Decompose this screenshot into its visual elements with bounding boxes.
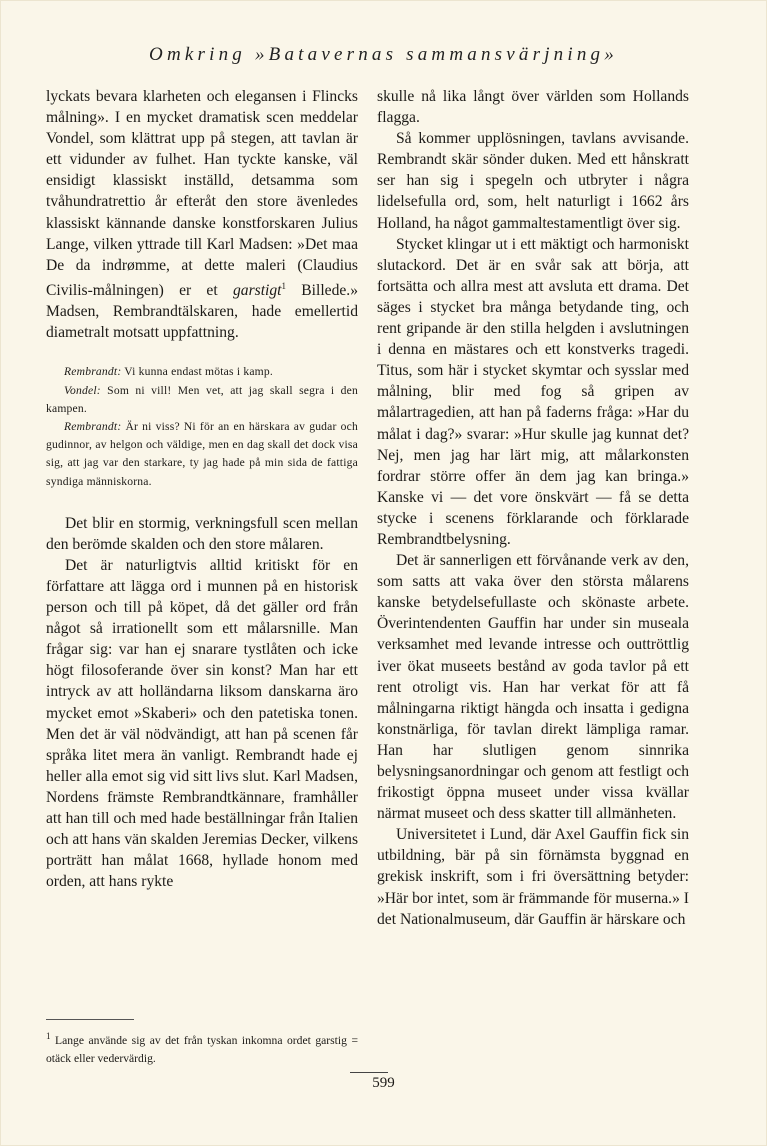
paragraph: Universitetet i Lund, där Axel Gauffin fick sin utbildning, bär på sin förnämsta byggnad en grekisk inskrift, som i fri översättning betyder: »Här bor intet, som är främmande för muserna.» I det Nationalmuseum, där Gauffin är härskare och [377, 826, 689, 928]
footnote-text: Lange använde sig av det från tyskan inkomna ordet garstig = otäck eller vedervärdig. [46, 1033, 358, 1065]
dialogue-text: Som ni vill! Men vet, att jag skall segra i den kampen. [46, 383, 358, 415]
footnote-divider [46, 1019, 134, 1020]
dialogue-line [46, 418, 358, 491]
running-title: Omkring »Batavernas sammansvärjning» [149, 44, 618, 65]
left-column [46, 86, 358, 892]
paragraph: Det är sannerligen ett förvånande verk av den, som satts att vaka över den största målarens kanske betydelsefullaste och skönaste arbete. Överintendenten Gauffin har under sin museala verksamhet med levande intresse och outtröttlig iver ökat museets bestånd av goda tavlor på ett rent otroligt vis. Han har verkat för att få målningarna riktigt hängda och insatta i gedigna konstnärliga, för tavlan direkt lämpliga ramar. Han har slutligen genom sinnrika belysningsanordningar och genom att festligt och frikostigt öppna museet under vissa kvällar närmat museet och dess skatter till allmänheten. [377, 552, 689, 823]
footnote [46, 1027, 358, 1068]
speaker: Rembrandt: [64, 365, 122, 379]
paragraph-text: lyckats bevara klarheten och elegansen i Flincks målning». I en mycket dramatisk scen meddelar Vondel, som klättrat upp på stegen, att tavlan är ett vidunder av fulhet. Han tyckte kanske, väl ensidigt klassiskt inställd, detsamma som tvåhundratrettio år efteråt den store ävenledes klassiskt kännande danske konstforskaren Julius Lange, vilken yttrade till Karl Madsen: »Det maa De da indrømme, at dette maleri (Claudius Civilis-målningen) er et [46, 88, 358, 300]
italic-word: garstigt [232, 282, 282, 300]
paragraph: Så kommer upplösningen, tavlans avvisande. Rembrandt skär sönder duken. Med ett hånskratt ser han sig i spegeln och utbryter i några lidelsefulla ord, som, helt naturligt i 1662 års Holland, ha något gammaltestamentligt över sig. [377, 130, 689, 232]
page-number-rule [350, 1072, 388, 1073]
speaker: Vondel: [64, 383, 101, 397]
paragraph [46, 86, 358, 343]
paragraph: Stycket klingar ut i ett mäktigt och harmoniskt slutackord. Det är en svår sak att börja, att fortsätta och allra mest att avsluta ett drama. Det säges i stycket bra många betydande ting, och rent gripande är den stilla helgden i avslutningen i denna en mästares och ett konstverks tragedi. Titus, som här i stycket skymtar och sysslar med målning, blir med fog så gripen av målartragedien, att han på faderns fråga: »Har du målat i dag?» svarar: »Hur skulle jag kunnat det? Nej, men jag har lärt mig, att målarkonsten fordrar större offer än dem jag kan bringa.» Kanske vi — det vore önskvärt — få se detta stycke i scenens förklarande och förklarade Rembrandtbelysning. [377, 235, 689, 548]
page-number: 599 [372, 1075, 395, 1091]
paragraph: Det är naturligtvis alltid kritiskt för en författare att lägga ord i munnen på en historisk person och till på köpet, då det gäller ord från något så irrationellt som ett målarsnille. Man frågar sig: var han ej snarare tystlåten och icke högt filosoferande över sin konst? Man har ett intryck av att holländarna liksom danskarna äro mycket emot »Skaberi» och den patetiska tonen. Men det är väl nödvändigt, att han på scenen får språka litet mera än vanligt. Rembrandt hade ej heller alla emot sig vid sitt livs slut. Karl Madsen, Nordens främste Rembrandtkännare, framhåller att han till och med hade beställningar från Italien och att hans vän skalden Jeremias Decker, vilkens porträtt han målat 1668, hyllade honom med orden, att hans rykte [46, 556, 359, 891]
speaker: Rembrandt: [64, 419, 122, 433]
paragraph-text: Billede.» Madsen, Rembrandtälskaren, hade emellertid diametralt motsatt uppfattning. [46, 282, 358, 342]
footnote-ref: 1 [281, 280, 286, 291]
dialogue-quote [46, 363, 358, 490]
footnote-marker: 1 [46, 1031, 51, 1041]
paragraph: Det blir en stormig, verkningsfull scen mellan den berömde skalden och den store målaren. [46, 514, 358, 553]
dialogue-line [46, 363, 358, 381]
dialogue-text: Är ni viss? Ni för an en härskara av gudar och gudinnor, av helgon och väldige, men en dag skall det dock visa sig, att jag var den starkare, ty jag hade på min sida de fattiga syndiga människorna. [46, 419, 358, 488]
paragraph: skulle nå lika långt över världen som Hollands flagga. [377, 88, 689, 127]
right-column [377, 86, 689, 930]
dialogue-text: Vi kunna endast mötas i kamp. [121, 365, 273, 379]
dialogue-line [46, 382, 358, 418]
